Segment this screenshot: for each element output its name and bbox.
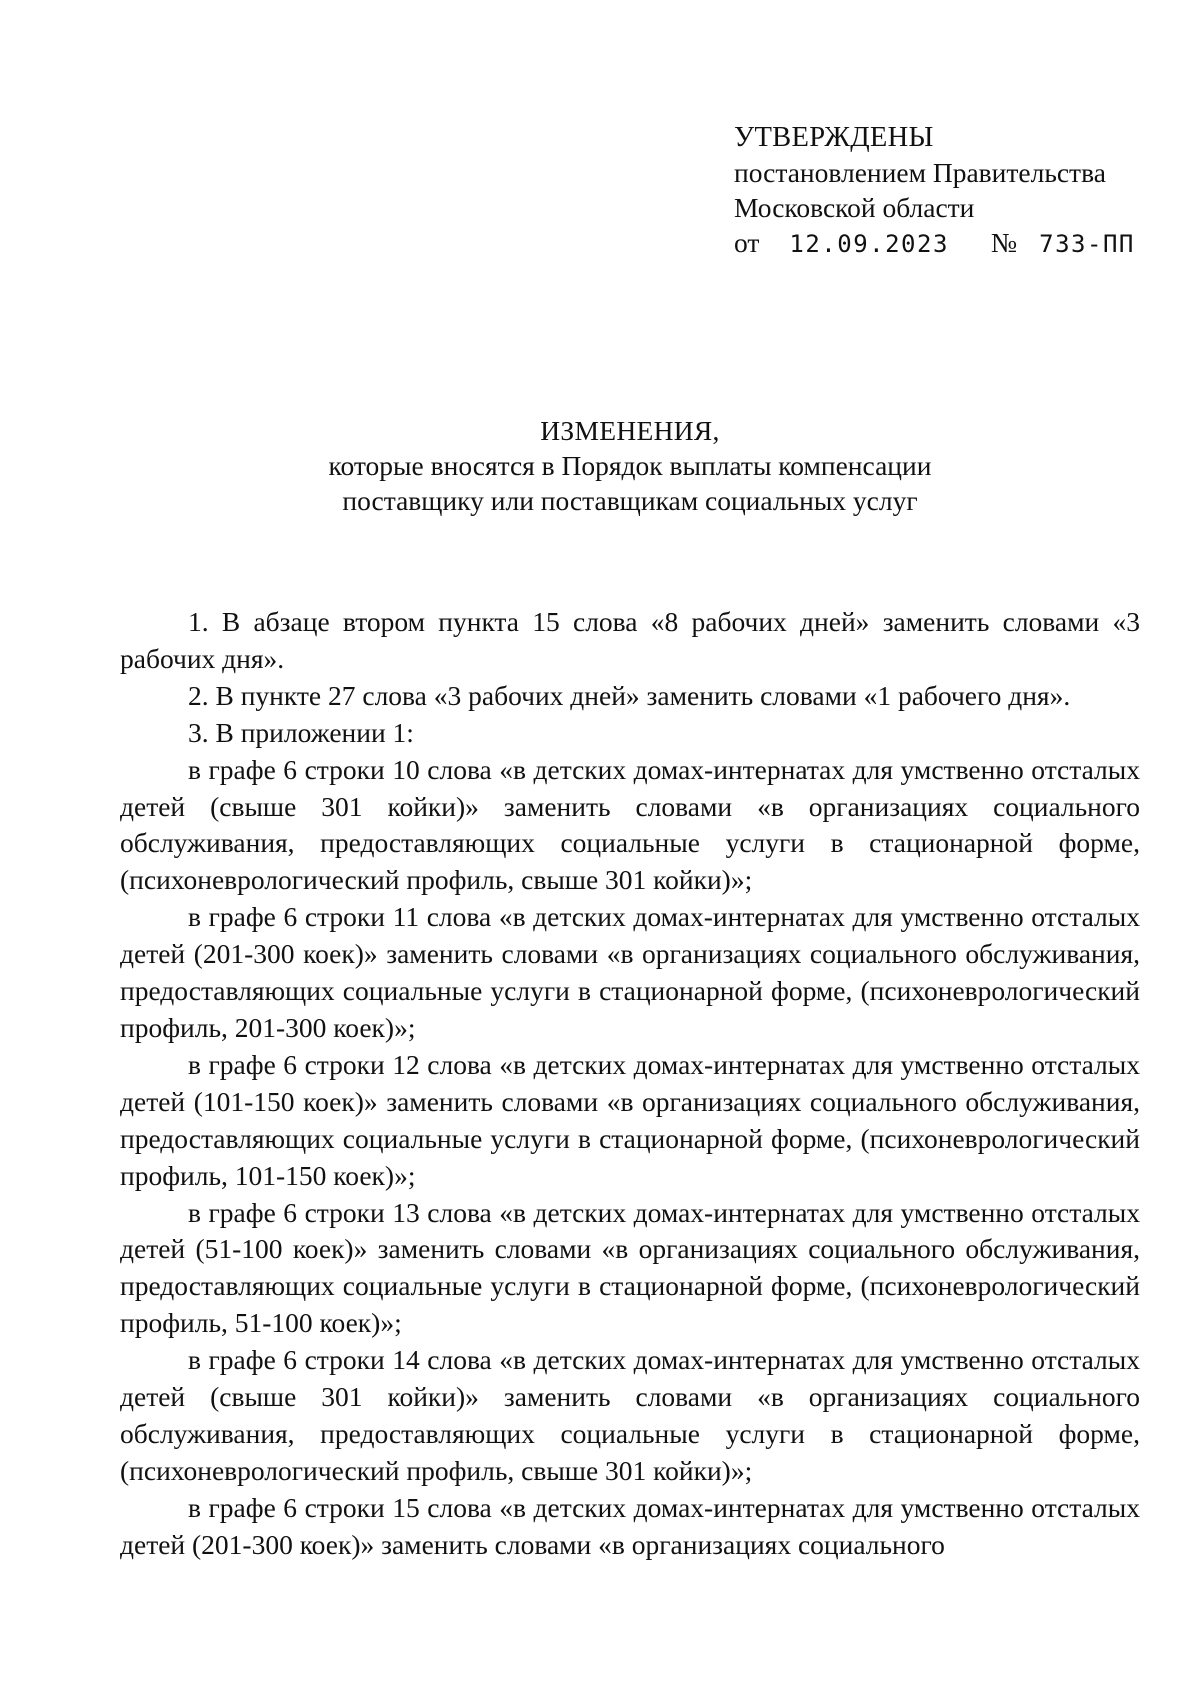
paragraph: в графе 6 строки 14 слова «в детских домах-интернатах для умственно отсталых детей (свыше 301 койки)» заменить словами «в организациях социального обслуживания, предоставляющих социальные услуги в стационарной форме, (психоневрологический профиль, свыше 301 койки)»; [120,1344,1140,1486]
paragraph: в графе 6 строки 12 слова «в детских домах-интернатах для умственно отсталых детей (101-150 коек)» заменить словами «в организациях социального обслуживания, предоставляющих социальные услуги в стационарной форме, (психоневрологический профиль, 101-150 коек)»; [120,1048,1140,1191]
paragraph: в графе 6 строки 11 слова «в детских домах-интернатах для умственно отсталых детей (201-300 коек)» заменить словами «в организациях социального обслуживания, предоставляющих социальные услуги в стационарной форме, (психоневрологический профиль, 201-300 коек)»; [120,901,1140,1043]
date-prefix: от [734,227,760,258]
document-title: ИЗМЕНЕНИЯ, [540,415,720,446]
document-subtitle-line-1: которые вносятся в Порядок выплаты компенсации [328,450,932,481]
approval-title: УТВЕРЖДЕНЫ [734,122,934,153]
paragraph: 3. В приложении 1: [188,716,414,748]
paragraph: в графе 6 строки 13 слова «в детских домах-интернатах для умственно отсталых детей (51-100 коек)» заменить словами «в организациях социального обслуживания, предоставляющих социальные услуги в стационарной форме, (психоневрологический профиль, 51-100 коек)»; [120,1196,1140,1339]
number-sign: № [990,227,1018,258]
document-subtitle-line-2: поставщику или поставщикам социальных услуг [342,485,918,516]
paragraph: 2. В пункте 27 слова «3 рабочих дней» заменить словами «1 рабочего дня». [188,679,1071,711]
approval-date: 12.09.2023 [789,230,949,258]
paragraph: в графе 6 строки 15 слова «в детских домах-интернатах для умственно отсталых детей (201-300 коек)» заменить словами «в организациях социального [120,1491,1140,1560]
document-heading [120,413,1140,518]
approval-date-row [734,225,1174,262]
approval-line-2: Московской области [734,192,975,223]
paragraph: в графе 6 строки 10 слова «в детских домах-интернатах для умственно отсталых детей (свыше 301 койки)» заменить словами «в организациях социального обслуживания, предоставляющих социальные услуги в стационарной форме, (психоневрологический профиль, свыше 301 койки)»; [120,753,1140,896]
paragraph: 1. В абзаце втором пункта 15 слова «8 рабочих дней» заменить словами «3 рабочих дня». [120,606,1140,674]
document-body [120,604,1140,1564]
approval-block [734,120,1174,262]
approval-number: 733-ПП [1039,230,1135,258]
approval-line-1: постановлением Правительства [734,157,1106,188]
